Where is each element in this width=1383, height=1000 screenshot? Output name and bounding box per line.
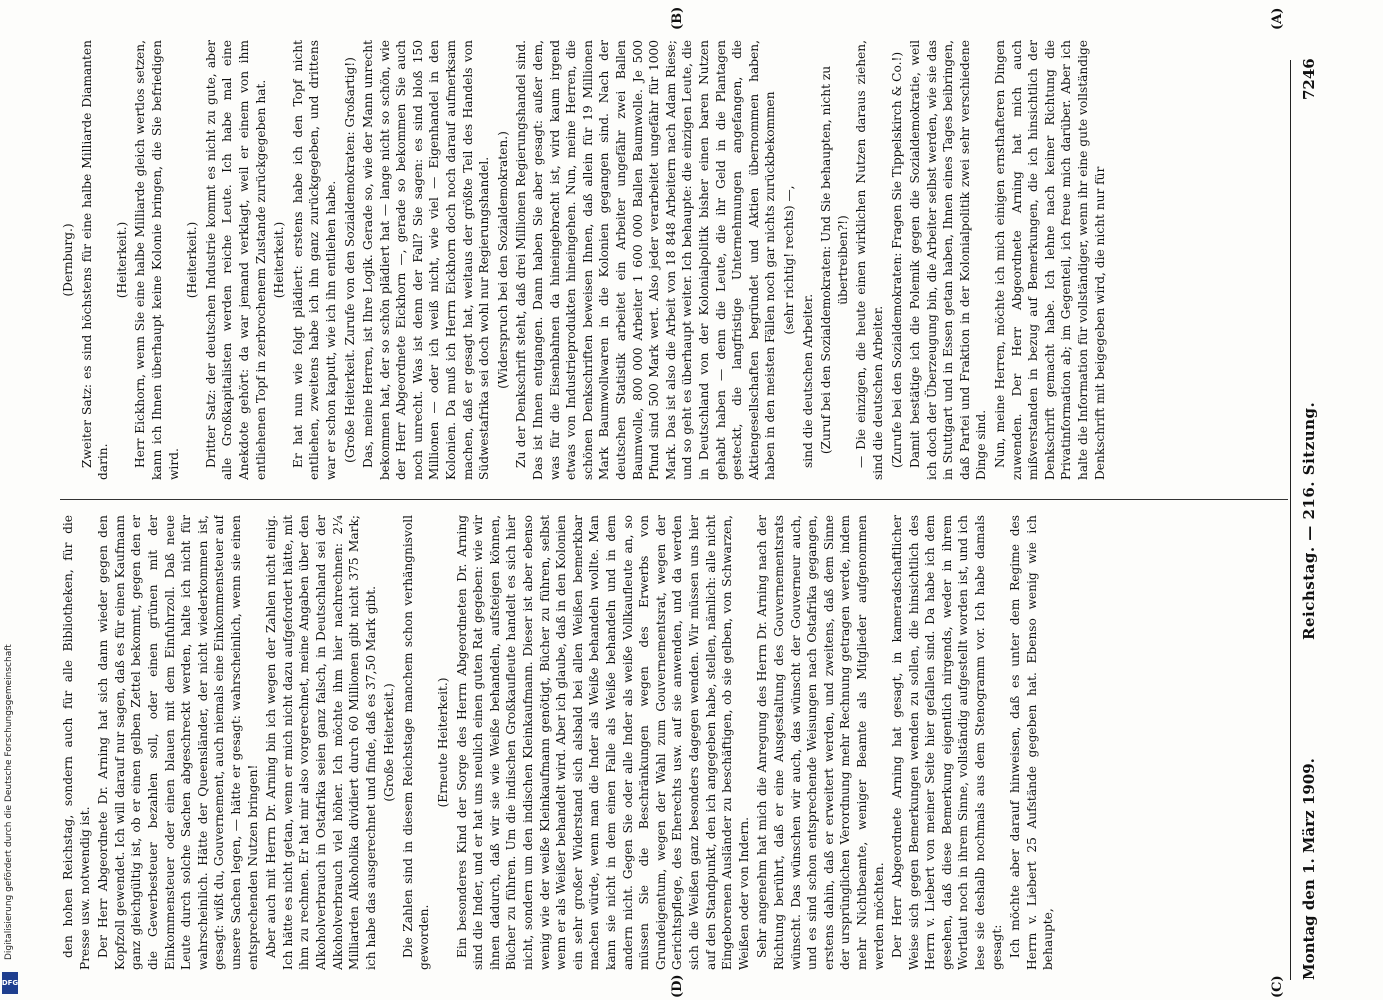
- margin-mark-b: (B): [670, 6, 685, 30]
- paragraph: Das, meine Herren, ist Ihre Logik. Gerade so, wie der Mann unrecht bekommen hat, der so schön plädiert hat — lange nicht so schön, wie der Herr Abgeordnete Eickhorn —, gerade so bekommen Sie auch noch unrecht. Was ist denn der Fall? Sie sagen: es sind bloß 150 Millionen — oder ich weiß nicht, wie viel — Eigenhandel in den Kolonien. Da muß ich Herrn Eickhorn doch noch darauf aufmerksam machen, daß er gesagt hat, weitaus der größte Teil des Handels von Südwestafrika sei doch wohl nur Regierungshandel.: [361, 40, 492, 480]
- header-title: Reichstag. — 216. Sitzung.: [1300, 401, 1318, 640]
- paragraph: Herr Eickhorn, wenn Sie eine halbe Milliarde gleich wertlos setzen, kann ich Ihnen überhaupt keine Kolonie bringen, die Sie befriedigen wird.: [133, 40, 181, 480]
- paragraph: — Die einzigen, die heute einen wirklichen Nutzen daraus ziehen, sind die deutschen Arbeiter.: [854, 40, 885, 480]
- paragraph: (Zurufe bei den Sozialdemokraten: Fragen Sie Tippelskirch & Co.!): [889, 51, 904, 469]
- paragraph: Damit bestätige ich die Polemik gegen die Sozialdemokratie, weil ich doch der Überzeugung bin, die Arbeiter selbst werden, wie sie das in Stuttgart und in Essen getan haben, Ihnen eines Tages beibringen, daß Partei und Fraktion in der Kolonialpolitik zwei sehr verschiedene Dinge sind.: [908, 40, 989, 480]
- digitization-credit: Digitalisierung gefördert durch die Deutsche Forschungsgemeinschaft: [4, 644, 14, 960]
- paragraph: Ich möchte aber darauf hinweisen, daß es unter dem Regime des Herrn v. Liebert 25 Aufstände gegeben hat. Ebenso wenig wie ich behaupte,: [1008, 515, 1056, 970]
- paragraph: (Große Heiterkeit. Zurufe von den Sozialdemokraten: Großartig!): [342, 57, 357, 463]
- margin-mark-a: (A): [1270, 7, 1285, 30]
- paragraph: Zweiter Satz: es sind höchstens für eine halbe Milliarde Diamanten darin.: [79, 40, 111, 480]
- paragraph: (Heiterkeit.): [185, 221, 200, 299]
- paragraph: Die Zahlen sind in diesem Reichstage manchem schon verhängnisvoll geworden.: [400, 515, 432, 970]
- paragraph: (Heiterkeit.): [114, 221, 129, 299]
- paragraph: sind die deutschen Arbeiter.: [800, 293, 815, 468]
- paragraph: (Große Heiterkeit.): [382, 683, 397, 802]
- paragraph: den hohen Reichstag, sondern auch für alle Bibliotheken, für die Presse usw. notwendig ist.: [61, 515, 92, 970]
- margin-mark-c: (C): [1270, 975, 1285, 998]
- paragraph: Aber auch mit Herrn Dr. Arning bin ich wegen der Zahlen nicht einig. Ich hätte es nicht getan, wenn er mich nicht dazu aufgefordert hätte, mit ihm zu rechnen. Er hat mir also vorgerechnet, meine Angaben über den Alkoholverbrauch in Ostafrika seien ganz falsch, in Deutschland sei der Alkoholverbrauch viel höher. Ich möchte ihm hier nachrechnen: 2¼ Milliarden Alkoholika dividiert durch 60 Millionen gibt nicht 375 Mark; ich habe das ausgerechnet und finde, daß es 37,50 Mark gibt.: [264, 515, 378, 970]
- right-column: [60, 515, 1275, 970]
- paragraph: Er hat nun wie folgt plädiert: erstens habe ich den Topf nicht entliehen, zweitens habe ich ihn ganz zurückgegeben, und drittens war er schon kaputt, wie ich ihn entliehen habe.: [290, 40, 338, 480]
- margin-mark-d: (D): [670, 974, 685, 998]
- header-date: Montag den 1. März 1909.: [1300, 758, 1318, 980]
- header-rule: [1290, 60, 1291, 980]
- paragraph: (sehr richtig! rechts) —,: [781, 185, 796, 335]
- dfg-logo: DFG: [2, 972, 18, 994]
- paragraph: (Dernburg.): [61, 223, 75, 297]
- paragraph: Dritter Satz: der deutschen Industrie kommt es nicht zu gute, aber alle Großkapitalisten werden reiche Leute. Ich habe mal eine Anekdote gehört: da war jemand verklagt, weil er einem von ihm entliehenen Topf in zerbrochenem Zustande zurückgegeben hat.: [203, 40, 268, 480]
- paragraph: (Heiterkeit.): [272, 221, 287, 299]
- paragraph: Zu der Denkschrift steht, daß drei Millionen Regierungshandel sind. Das ist Ihnen entgangen. Dann haben Sie aber gesagt: außer dem, was für die Eisenbahnen da hineingebracht ist, wird kaum irgend etwas von Industrieprodukten hineingehen. Nun, meine Herren, die schönen Denkschriften beweisen Ihnen, daß allein für 19 Millionen Mark Baumwollwaren in die Kolonien gegangen sind. Nach der deutschen Statistik arbeitet ein Arbeiter ungefähr zwei Ballen Baumwolle, 800 000 Arbeiter 1 600 000 Ballen Baumwolle. Je 500 Pfund sind 500 Mark wert. Also jeder verarbeitet ungefähr für 1000 Mark. Das ist also die Arbeit von 18 848 Arbeitern nach Adam Riese; und so geht es überhaupt weiter. Ich behaupte: die einzigen Leute, die in Deutschland von der Kolonialpolitik bisher einen baren Nutzen gehabt haben — denn die Leute, die ihr Geld in die Plantagen gesteckt, die langfristige Unternehmungen angefangen, die Aktiengesellschaften begründet und Aktien übernommen haben, haben in den meisten Fällen noch gar nichts zurückbekommen: [514, 40, 778, 480]
- paragraph: Der Herr Abgeordnete Arning hat gesagt, in kameradschaftlicher Weise sich gegen Bemerkungen wenden zu sollen, die hinsichtlich des Herrn v. Liebert von meiner Seite hier gefallen sind. Da habe ich dem gesehen, daß diese Bemerkung eigentlich nirgends, weder in ihrem Wortlaut noch in ihrem Sinne, vollständig aufgestellt worden ist, und ich lese sie deshalb nochmals aus dem Stenogramm vor. Ich habe damals gesagt:: [890, 515, 1004, 970]
- paragraph: Ein besonderes Kind der Sorge des Herrn Abgeordneten Dr. Arning sind die Inder, und er hat uns neulich einen guten Rat gegeben: wie wir ihnen dadurch, daß wir sie wie Weiße behandeln, aufsteigen können, Bücher zu führen. Um die indischen Großkaufleute handelt es sich hier nicht, sondern um den indischen Kleinkaufmann. Dieser ist aber ebenso wenig wie der weiße Kleinkaufmann genötigt, Bücher zu führen, selbst wenn er als Weißer behandelt wird. Aber ich glaube, daß in den Kolonien ein sehr großer Widerstand sich alsbald bei allen Weißen bemerkbar machen würde, wenn man die Inder als Weiße behandeln wollte. Man kann sie nicht in dem einen Falle als Weiße behandeln und in dem andern nicht. Gegen Sie oder alle Inder als weiße Vollkaufleute an, so müssen Sie die Beschränkungen wegen des Erwerbs von Grundeigentum, wegen der Wahl zum Gouvernementsrat, wegen der Gerichtspflege, des Eherechts usw. auf sie anwenden, und da werden sich die Weißen ganz besonders dagegen wenden. Wir müssen uns hier auf den Standpunkt, den ich angegeben habe, stellen, nämlich: alle nicht Eingeborenen Ausländer zu beschäftigen, ob sie gelben, von Schwarzen, Weißen oder von Indern.: [454, 515, 751, 970]
- paragraph: (Erneute Heiterkeit.): [436, 677, 451, 808]
- page-number: 7246: [1300, 58, 1318, 100]
- page-header: [1300, 0, 1330, 1000]
- paragraph: (Widerspruch bei den Sozialdemokraten.): [495, 131, 510, 389]
- paragraph: Der Herr Abgeordnete Dr. Arning hat sich dann wieder gegen den Kopfzoll gewendet. Ich will darauf nur sagen, daß es für einen Kaufmann ganz gleichgültig ist, ob er einen gelben Zettel bekommt, gegen den er die Gewerbesteuer bezahlen soll, oder einen grünen mit der Einkommensteuer oder einen blauen mit dem Einfuhrzoll. Daß neue Leute durch solche Sachen abgeschreckt werden, halte ich nicht für wahrscheinlich. Hätte der Queensländer, der nicht wiederkommen ist, gesagt: wißt du, Gouvernement, auch niemals eine Einkommensteuer auf unsere Sachen legen, — hätte er gesagt: wahrscheinlich, wenn sie einen entsprechenden Nutzen bringen!: [96, 515, 260, 970]
- column-divider: [60, 499, 1288, 500]
- left-column: [60, 40, 1275, 480]
- paragraph: (Zuruf bei den Sozialdemokraten: Und Sie behaupten, nicht zu übertreiben?!): [819, 65, 850, 455]
- paragraph: Nun, meine Herren, möchte ich mich einigen ernsthafteren Dingen zuwenden. Der Herr Abgeordnete Arning hat mich auch mißverstanden in bezug auf Bemerkungen, die ich hinsichtlich der Denkschrift gemacht habe. Ich lehne nach keiner Richtung die Privatinformation ab; im Gegenteil, ich freue mich darüber. Aber ich halte die Information für vollständiger, wenn ihr eine gute vollständige Denkschrift mit beigegeben wird, die nicht nur für: [993, 40, 1107, 480]
- paragraph: Sehr angenehm hat mich die Anregung des Herrn Dr. Arning nach der Richtung berührt, daß er eine Ausgestaltung des Gouvernementsrats wünscht. Das wünschen wir auch, das wünscht der Gouverneur auch, und es sind schon entsprechende Weisungen nach Ostafrika gegangen, erstens dahin, daß er erweitert werden, und zweitens, daß dem Sinne der ursprünglichen Verordnung mehr Rechnung getragen werde, indem mehr Nichtbeamte, weniger Beamte als Mitglieder aufgenommen werden möchten.: [755, 515, 886, 970]
